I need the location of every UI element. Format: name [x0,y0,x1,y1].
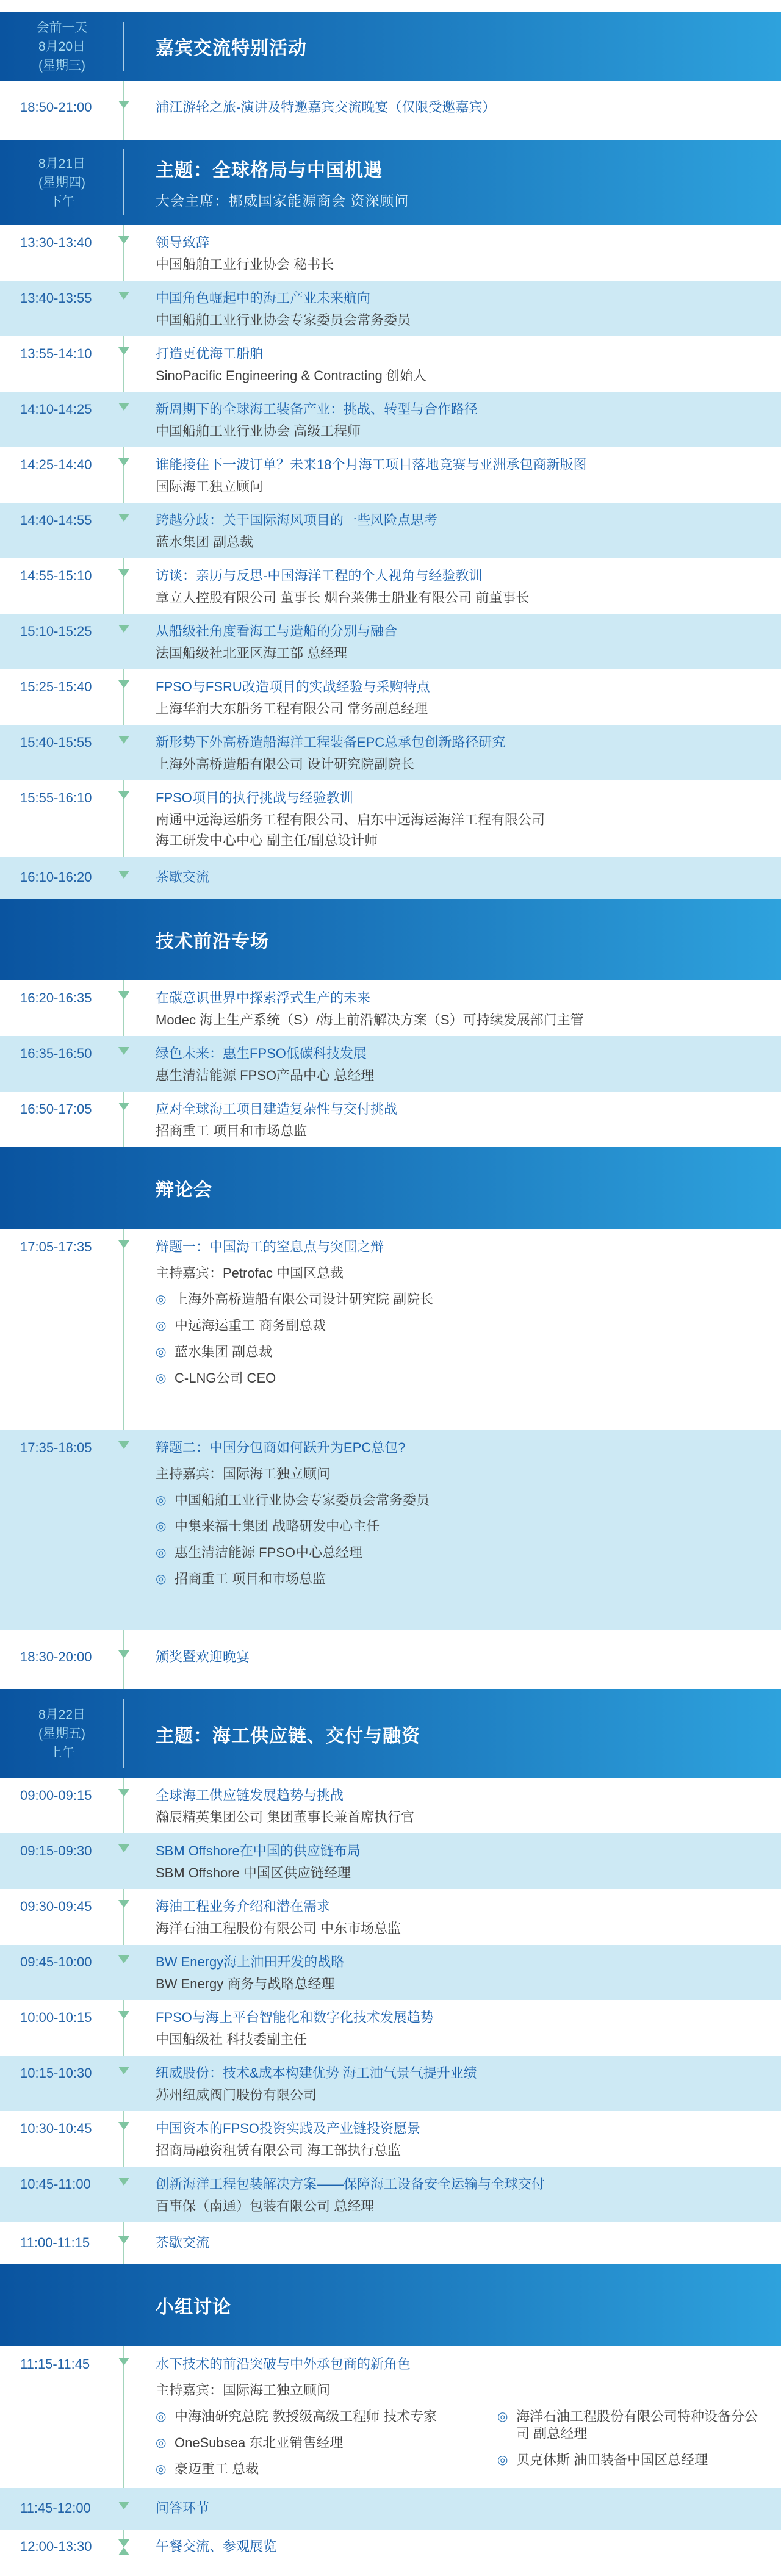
double-circle-bullet-icon: ◎ [156,2410,167,2423]
section-banner [0,1689,781,1778]
session-time: 12:00-13:30 [20,2539,92,2554]
timeline-arrow-icon [118,1103,129,1110]
agenda-row [0,1630,781,1689]
banner-main [0,926,269,953]
agenda-row [0,980,781,1036]
agenda-section [0,140,781,899]
session-title: 在碳意识世界中探索浮式生产的未来 [156,990,371,1006]
speaker-item [156,1518,764,1535]
session-time: 15:10-15:25 [20,624,92,639]
banner-divider [123,1699,124,1768]
agenda-row [0,2056,781,2111]
session-content [124,1954,781,1993]
timeline-arrow-icon [118,2122,129,2130]
panelist-column-right [497,2399,764,2469]
session-content [124,345,781,384]
timeline-arrow-icon [118,2178,129,2186]
session-time: 14:40-14:55 [20,513,92,528]
session-speaker: 招商重工 项目和市场总监 [156,1123,308,1139]
session-speaker: 海洋石油工程股份有限公司 中东市场总监 [156,1921,401,1936]
banner-title: 辩论会 [156,1180,212,1200]
double-circle-bullet-icon: ◎ [156,2463,167,2476]
timeline-arrow-icon [118,791,129,799]
session-content [124,401,781,440]
session-content [124,623,781,662]
session-content [124,1898,781,1937]
speaker-label: 海洋石油工程股份有限公司特种设备分公司 副总经理 [516,2409,758,2441]
agenda-row [0,1229,781,1430]
session-speaker: 百事保（南通）包装有限公司 总经理 [156,2198,375,2214]
banner-date-line: 下午 [49,194,75,209]
session-title: 从船级社角度看海工与造船的分别与融合 [156,624,398,639]
speaker-item [156,1544,764,1561]
session-title: 跨越分歧：关于国际海风项目的一些风险点思考 [156,513,438,528]
panelist-column-left [156,2399,497,2478]
double-circle-bullet-icon: ◎ [156,1494,167,1507]
speaker-label: 招商重工 项目和市场总监 [175,1571,326,1586]
session-content [124,2176,781,2215]
top-margin [0,0,781,12]
agenda-row [0,780,781,857]
banner-subtitle: 大会主席：挪威国家能源商会 资深顾问 [156,193,409,209]
timeline-arrow-icon [118,2236,129,2244]
banner-date [0,18,124,75]
section-banner [0,140,781,225]
session-title: FPSO与海上平台智能化和数字化技术发展趋势 [156,2010,434,2025]
session-title: FPSO项目的执行挑战与经验教训 [156,790,353,805]
session-time: 09:15-09:30 [20,1843,92,1858]
session-time: 11:00-11:15 [20,2235,90,2250]
agenda-row [0,669,781,725]
session-title: 新周期下的全球海工装备产业：挑战、转型与合作路径 [156,401,478,417]
session-title: 创新海洋工程包装解决方案——保障海工设备安全运输与全球交付 [156,2176,545,2192]
agenda-row [0,614,781,669]
timeline-arrow-icon [118,101,129,109]
session-speaker: 上海华润大东船务工程有限公司 常务副总经理 [156,701,428,716]
session-content [124,1045,781,1084]
speaker-label: 中国船舶工业行业协会专家委员会常务委员 [175,1492,430,1508]
timeline-arrow-icon [118,1047,129,1055]
agenda-row [0,857,781,899]
session-content [124,2009,781,2048]
speaker-item [156,1370,764,1387]
section-banner [0,899,781,980]
session-content [124,456,781,495]
timeline-arrow-icon [118,736,129,744]
session-content [124,1439,781,1588]
section-rows [0,1778,781,2264]
session-title: 辩题一：中国海工的窒息点与突围之辩 [156,1239,384,1254]
timeline-arrow-icon [118,1900,129,1908]
speaker-item [156,2434,497,2452]
section-banner [0,1147,781,1229]
session-title: 全球海工供应链发展趋势与挑战 [156,1788,344,1803]
session-speaker: 中国船舶工业行业协会 高级工程师 [156,423,361,439]
agenda-row [0,1778,781,1833]
section-rows [0,225,781,899]
speaker-label: 中远海运重工 商务副总裁 [175,1318,326,1333]
session-time: 17:35-18:05 [20,1440,92,1455]
session-time: 09:00-09:15 [20,1788,92,1803]
banner-date-line: (星期三) [38,58,85,73]
session-time: 16:10-16:20 [20,869,92,885]
session-host: 主持嘉宾：Petrofac 中国区总裁 [156,1265,344,1281]
session-title: SBM Offshore在中国的供应链布局 [156,1843,361,1858]
agenda-row [0,392,781,447]
session-title: 应对全球海工项目建造复杂性与交付挑战 [156,1101,398,1117]
timeline-arrow-icon [118,1240,129,1248]
speaker-label: 中海油研究总院 教授级高级工程师 技术专家 [175,2409,437,2424]
session-title: 新形势下外高桥造船海洋工程装备EPC总承包创新路径研究 [156,735,506,750]
session-title: FPSO与FSRU改造项目的实战经验与采购特点 [156,679,430,694]
session-speaker: 章立人控股有限公司 董事长 烟台莱佛士船业有限公司 前董事长 [156,590,530,605]
session-title: 浦江游轮之旅-演讲及特邀嘉宾交流晚宴（仅限受邀嘉宾） [156,99,496,115]
session-time: 15:55-16:10 [20,790,92,805]
agenda-row [0,2346,781,2488]
session-time: 15:25-15:40 [20,679,92,694]
banner-date-line: 8月22日 [38,1708,86,1722]
session-time: 10:00-10:15 [20,2010,92,2025]
session-content [124,2500,781,2517]
session-speaker: 国际海工独立顾问 [156,479,264,494]
session-title: 茶歇交流 [156,869,210,885]
session-title: 中国角色崛起中的海工产业未来航向 [156,290,371,306]
speaker-item [156,2408,497,2425]
timeline-arrow-icon [118,1844,129,1852]
session-title: 海油工程业务介绍和潜在需求 [156,1899,331,1914]
timeline-arrow-icon [118,2502,129,2509]
banner-date [0,154,124,211]
speaker-item [156,1344,764,1361]
agenda-row [0,2000,781,2056]
section-banner [0,12,781,81]
session-speaker: 中国船舶工业行业协会专家委员会常务委员 [156,312,411,328]
banner-main [0,1175,212,1201]
agenda-row [0,281,781,336]
timeline-arrow-icon [118,2539,129,2547]
session-content [124,2065,781,2104]
session-time: 10:15-10:30 [20,2065,92,2081]
banner-main [124,1721,420,1747]
session-host: 主持嘉宾：国际海工独立顾问 [156,1466,331,1481]
timeline-arrow-icon [118,1650,129,1658]
double-circle-bullet-icon: ◎ [156,1345,167,1359]
timeline-arrow-icon [118,625,129,633]
session-speaker: 法国船级社北亚区海工部 总经理 [156,646,348,661]
session-title: 午餐交流、参观展览 [156,2539,277,2554]
timeline-arrow-icon [118,2358,129,2366]
session-speaker: BW Energy 商务与战略总经理 [156,1976,335,1991]
agenda-row [0,1036,781,1092]
session-speaker: 南通中远海运船务工程有限公司、启东中远海运海洋工程有限公司 [156,812,545,827]
banner-date-line: 8月20日 [38,39,86,54]
agenda-row [0,1833,781,1889]
speaker-item [156,1492,764,1509]
agenda-row [0,336,781,392]
double-circle-bullet-icon: ◎ [156,1520,167,1533]
banner-main [0,2292,231,2319]
banner-divider [123,149,124,215]
speaker-item [156,1570,764,1588]
session-time: 13:30-13:40 [20,235,92,250]
session-title: BW Energy海上油田开发的战略 [156,1954,345,1970]
timeline-arrow-icon [118,680,129,688]
session-speaker: 招商局融资租赁有限公司 海工部执行总监 [156,2143,401,2158]
session-speaker: 上海外高桥造船有限公司 设计研究院副院长 [156,757,415,772]
panelist-list [156,1492,764,1588]
double-circle-bullet-icon: ◎ [497,2453,508,2467]
agenda-section [0,1689,781,2264]
session-time: 15:40-15:55 [20,735,92,750]
speaker-label: OneSubsea 东北亚销售经理 [175,2435,344,2450]
agenda-row [0,2167,781,2222]
session-speaker: 苏州纽威阀门股份有限公司 [156,2087,317,2103]
double-circle-bullet-icon: ◎ [156,2436,167,2450]
session-time: 14:25-14:40 [20,457,92,472]
banner-title: 技术前沿专场 [156,932,269,952]
section-banner [0,2264,781,2346]
agenda-section [0,899,781,1147]
panelist-list-left [156,2408,497,2478]
agenda-row [0,1092,781,1147]
banner-title: 主题：全球格局与中国机遇 [156,160,383,181]
timeline-arrow-icon [118,236,129,244]
double-circle-bullet-icon: ◎ [156,1572,167,1586]
timeline-arrow-icon [118,871,129,879]
session-time: 09:45-10:00 [20,1954,92,1970]
agenda-row [0,1430,781,1630]
session-title: 领导致辞 [156,235,210,250]
session-host: 主持嘉宾：国际海工独立顾问 [156,2383,331,2398]
agenda-row [0,503,781,558]
double-circle-bullet-icon: ◎ [156,1546,167,1560]
timeline-arrow-icon [118,569,129,577]
agenda-row [0,725,781,780]
speaker-label: C-LNG公司 CEO [175,1370,276,1386]
agenda-row [0,558,781,614]
session-time: 18:30-20:00 [20,1649,92,1664]
session-time: 11:45-12:00 [20,2500,91,2516]
speaker-item [156,1291,764,1308]
double-circle-bullet-icon: ◎ [156,1319,167,1333]
session-title: 问答环节 [156,2500,210,2516]
session-content [124,2120,781,2159]
session-time: 09:30-09:45 [20,1899,92,1914]
agenda-sections [0,12,781,2564]
speaker-item [156,2461,497,2478]
session-content [124,567,781,606]
timeline-arrow-icon [118,1441,129,1449]
agenda-row [0,1945,781,2000]
speaker-label: 上海外高桥造船有限公司设计研究院 副院长 [175,1292,434,1307]
panelist-columns [156,2399,764,2478]
session-title: 颁奖暨欢迎晚宴 [156,1649,250,1664]
session-content [124,2538,781,2555]
double-circle-bullet-icon: ◎ [497,2410,508,2423]
session-content [124,1787,781,1826]
agenda-section [0,12,781,140]
timeline-arrow-icon [118,458,129,466]
banner-main [124,33,307,60]
session-time: 18:50-21:00 [20,99,92,115]
session-title: 水下技术的前沿突破与中外承包商的新角色 [156,2356,411,2372]
speaker-item [156,1317,764,1334]
agenda-row [0,81,781,140]
agenda-row [0,2530,781,2564]
banner-date [0,1705,124,1762]
session-time: 13:40-13:55 [20,290,92,306]
session-speaker: SBM Offshore 中国区供应链经理 [156,1865,351,1880]
session-time: 10:30-10:45 [20,2121,92,2136]
double-circle-bullet-icon: ◎ [156,1293,167,1306]
speaker-label: 惠生清洁能源 FPSO中心总经理 [175,1545,363,1560]
banner-title: 小组讨论 [156,2297,231,2317]
session-content [124,990,781,1029]
session-time: 14:55-15:10 [20,568,92,583]
session-content [124,290,781,329]
speaker-label: 豪迈重工 总裁 [175,2461,259,2477]
agenda-section [0,2264,781,2564]
session-content [124,1101,781,1140]
section-rows [0,81,781,140]
speaker-label: 蓝水集团 副总裁 [175,1344,273,1359]
session-content [124,2234,781,2251]
banner-title: 嘉宾交流特别活动 [156,38,307,59]
banner-date-line: 上午 [49,1746,75,1760]
session-content [124,99,781,116]
session-title: 打造更优海工船舶 [156,346,264,361]
section-rows [0,980,781,1147]
agenda-section [0,1147,781,1689]
banner-date-line: (星期五) [38,1727,85,1741]
session-title: 纽威股份：技术&成本构建优势 海工油气景气提升业绩 [156,2065,477,2081]
session-speaker: 瀚辰精英集团公司 集团董事长兼首席执行官 [156,1810,415,1825]
banner-date-line: 8月21日 [38,156,86,171]
agenda-row [0,2111,781,2167]
session-content [124,790,781,849]
speaker-item [497,2408,763,2442]
speaker-label: 中集来福士集团 战略研发中心主任 [175,1519,380,1534]
session-title: 访谈：亲历与反思-中国海洋工程的个人视角与经验教训 [156,568,483,583]
session-title: 茶歇交流 [156,2235,210,2250]
banner-main [124,155,409,210]
session-content [124,734,781,773]
agenda-row [0,447,781,503]
panelist-list [156,1291,764,1387]
section-rows [0,2346,781,2564]
session-speaker: 中国船级社 科技委副主任 [156,2032,308,2047]
session-title: 绿色未来：惠生FPSO低碳科技发展 [156,1046,367,1061]
banner-divider [123,22,124,71]
session-speaker: 惠生清洁能源 FPSO产品中心 总经理 [156,1068,375,1083]
session-time: 16:20-16:35 [20,990,92,1006]
session-content [124,512,781,551]
session-time: 13:55-14:10 [20,346,92,361]
session-content [124,678,781,718]
agenda-row [0,2222,781,2264]
session-time: 11:15-11:45 [20,2356,90,2372]
speaker-item [497,2452,763,2469]
session-speaker: 海工研发中心中心 副主任/副总设计师 [156,833,378,848]
timeline-arrow-icon [118,347,129,355]
session-time: 10:45-11:00 [20,2176,91,2192]
agenda-row [0,225,781,281]
session-content [124,1649,781,1666]
timeline-arrow-icon [118,2067,129,2074]
timeline-end-icon [118,2547,129,2555]
agenda-row [0,2488,781,2530]
session-speaker: SinoPacific Engineering & Contracting 创始人 [156,368,426,383]
banner-date-line: (星期四) [38,175,85,190]
session-time: 16:35-16:50 [20,1046,92,1061]
timeline-arrow-icon [118,514,129,522]
session-title: 谁能接住下一波订单？未来18个月海工项目落地竞赛与亚洲承包商新版图 [156,457,587,472]
session-content [124,1843,781,1882]
panelist-list-right [497,2408,763,2469]
session-content [124,1239,781,1387]
session-time: 17:05-17:35 [20,1239,92,1254]
session-time: 14:10-14:25 [20,401,92,417]
timeline-arrow-icon [118,1955,129,1963]
section-rows [0,1229,781,1689]
session-content [124,869,781,886]
session-title: 中国资本的FPSO投资实践及产业链投资愿景 [156,2121,420,2136]
banner-title: 主题：海工供应链、交付与融资 [156,1725,420,1746]
timeline-arrow-icon [118,2011,129,2019]
agenda-row [0,1889,781,1945]
session-title: 辩题二：中国分包商如何跃升为EPC总包? [156,1440,406,1455]
session-speaker: 蓝水集团 副总裁 [156,534,254,550]
double-circle-bullet-icon: ◎ [156,1372,167,1385]
session-speaker: 中国船舶工业行业协会 秘书长 [156,257,334,272]
timeline-arrow-icon [118,991,129,999]
speaker-label: 贝克休斯 油田装备中国区总经理 [516,2452,708,2467]
timeline-arrow-icon [118,292,129,300]
session-content [124,234,781,273]
session-content [124,2356,781,2478]
session-time: 16:50-17:05 [20,1101,92,1117]
session-speaker: Modec 海上生产系统（S）/海上前沿解决方案（S）可持续发展部门主管 [156,1012,584,1027]
timeline-arrow-icon [118,403,129,411]
timeline-arrow-icon [118,1789,129,1797]
banner-date-line: 会前一天 [36,20,88,35]
